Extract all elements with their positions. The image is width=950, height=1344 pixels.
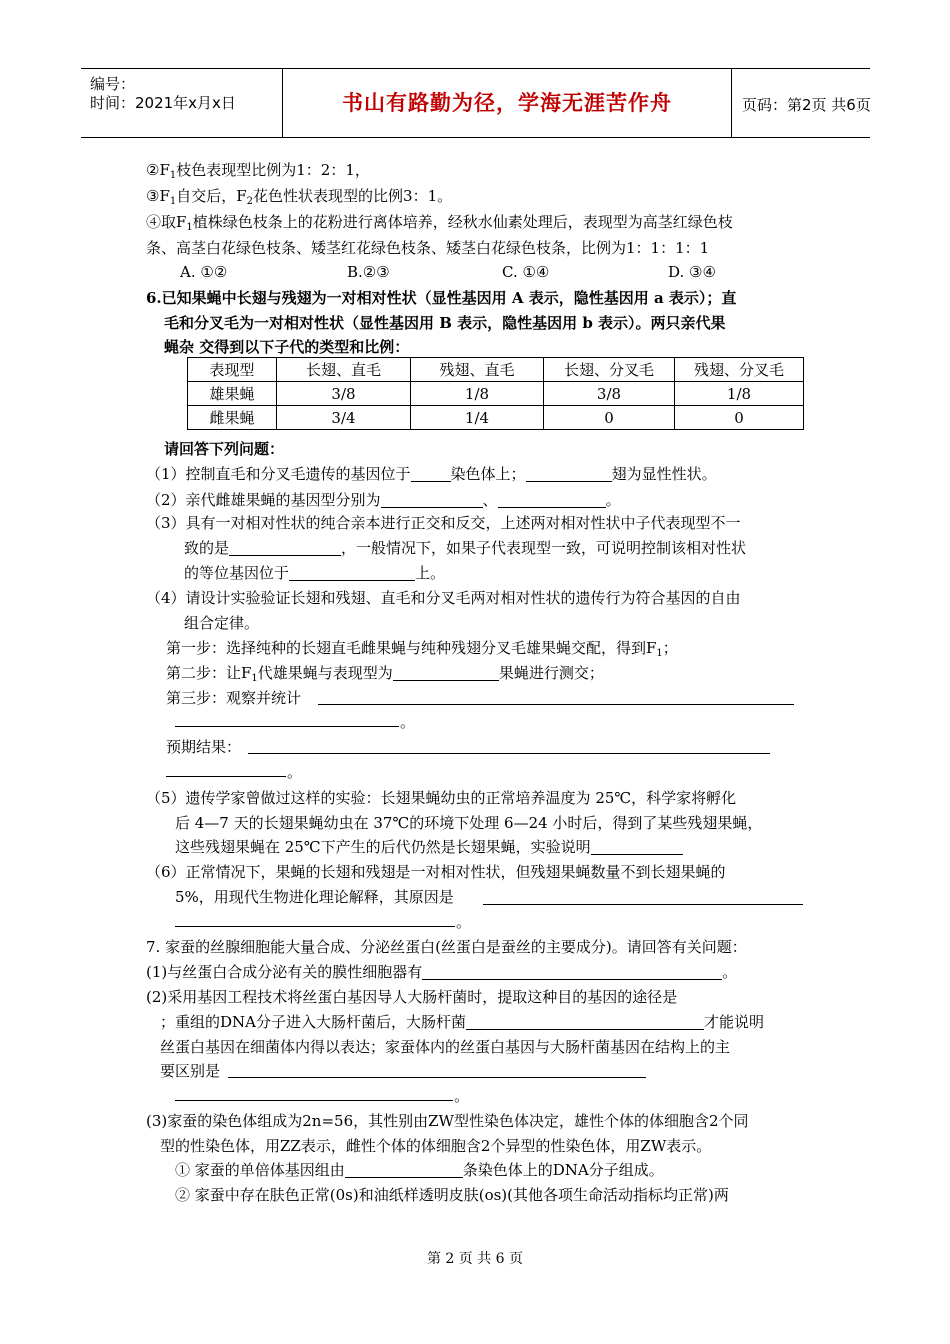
- table-header-row: [188, 358, 804, 382]
- q6-stem-1: 6.已知果蝇中长翅与残翅为一对相对性状（显性基因用 A 表示，隐性基因用 a 表示）；直: [146, 289, 737, 307]
- table-row: [188, 382, 804, 406]
- expected-result-label: 预期结果：: [166, 738, 242, 756]
- option-b: B.②③: [347, 263, 390, 281]
- q6-part-3-l3: 的等位基因位于 上。: [184, 564, 446, 582]
- step-2: 第二步：让$F_1$代雄果蝇与表现型为 果蝇进行测交；: [166, 664, 604, 684]
- q6-part-3-l2: 致的是 ，一般情况下，如果子代表现型一致，可说明控制该相对性状: [184, 539, 747, 557]
- q6-part-5-l1: （5）遗传学家曾做过这样的实验：长翅果蝇幼虫的正常培养温度为 25℃，科学家将孵化: [146, 789, 737, 807]
- q7-part-2-l2: ；重组的DNA分子进入大肠杆菌后，大肠杆菌 才能说明: [160, 1013, 765, 1031]
- step-1: 第一步：选择纯种的长翅直毛雌果蝇与纯种残翅分叉毛雄果蝇交配，得到$F_1$；: [166, 639, 678, 659]
- q7-stem: 7. 家蚕的丝腺细胞能大量合成、分泌丝蛋白(丝蛋白是蚕丝的主要成分)。请回答有关问题：: [146, 938, 747, 956]
- header-page-cell: [732, 69, 870, 137]
- q7-part-3-s1: ① 家蚕的单倍体基因组由 条染色体上的DNA分子组成。: [175, 1161, 664, 1179]
- table-cell: 1/8: [675, 382, 804, 406]
- answer-blank[interactable]: [422, 964, 722, 980]
- statement-2: $②F_1$枝色表现型比例为1：2：1，: [146, 161, 370, 181]
- table-header-cell: 长翅、直毛: [277, 358, 411, 382]
- answer-blank[interactable]: [289, 565, 415, 581]
- doc-number-label: 编号：: [90, 75, 136, 93]
- q7-part-2-l4: 要区别是: [160, 1062, 221, 1080]
- q6-part-3-l1: （3）具有一对相对性状的纯合亲本进行正交和反交，上述两对相对性状中子代表现型不一: [146, 514, 741, 532]
- header-motto-cell: [283, 69, 732, 137]
- statement-4: ④取$F_1$植株绿色枝条上的花粉进行离体培养，经秋水仙素处理后，表现型为高茎红绿色枝: [146, 213, 733, 233]
- option-c: C. ①④: [502, 263, 550, 281]
- table-cell: 0: [544, 406, 675, 430]
- q6-part-5-l2: 后 4—7 天的长翅果蝇幼虫在 37℃的环境下处理 6—24 小时后，得到了某些残翅果蝇，: [175, 814, 763, 832]
- answer-line[interactable]: [483, 904, 803, 905]
- answer-blank[interactable]: [345, 1162, 463, 1178]
- table-cell: 1/8: [411, 382, 544, 406]
- table-cell: 雄果蝇: [188, 382, 277, 406]
- q6-prompt: 请回答下列问题：: [164, 440, 285, 458]
- table-cell: 3/8: [277, 382, 411, 406]
- q6-stem-3: 蝇杂 交得到以下子代的类型和比例：: [164, 338, 410, 356]
- answer-blank[interactable]: [591, 839, 683, 855]
- q7-part-3-l1: (3)家蚕的染色体组成为2n=56，其性别由ZW型性染色体决定，雄性个体的体细胞含2个同: [146, 1112, 749, 1130]
- q6-part-2: （2）亲代雌雄果蝇的基因型分别为 、 。: [146, 491, 621, 509]
- period: 。: [454, 1087, 470, 1105]
- option-a: A. ①②: [180, 263, 228, 281]
- q6-part-4-l1: （4）请设计实验验证长翅和残翅、直毛和分叉毛两对相对性状的遗传行为符合基因的自由: [146, 589, 741, 607]
- q7-part-3-l2: 型的性染色体，用ZZ表示，雌性个体的体细胞含2个异型的性染色体，用ZW表示。: [160, 1137, 712, 1155]
- page-footer: 第 2 页 共 6 页: [426, 1251, 524, 1267]
- answer-blank[interactable]: [381, 492, 483, 508]
- q6-part-5-l3: 这些残翅果蝇在 25℃下产生的后代仍然是长翅果蝇，实验说明: [175, 837, 683, 857]
- option-d: D. ③④: [668, 263, 716, 281]
- answer-blank[interactable]: [498, 492, 606, 508]
- offspring-ratio-table: [187, 357, 804, 430]
- date-line: 时间：2021年x月x日: [90, 94, 236, 112]
- page-header: [81, 68, 870, 138]
- q7-part-3-s2: ② 家蚕中存在肤色正常(0s)和油纸样透明皮肤(os)(其他各项生命活动指标均正常)两: [175, 1186, 729, 1204]
- answer-blank[interactable]: [466, 1014, 704, 1030]
- table-header-cell: 表现型: [188, 358, 277, 382]
- table-header-cell: 残翅、分叉毛: [675, 358, 804, 382]
- q6-part-6-l1: （6）正常情况下，果蝇的长翅和残翅是一对相对性状，但残翅果蝇数量不到长翅果蝇的: [146, 863, 726, 881]
- q6-part-6-l2: 5%，用现代生物进化理论解释，其原因是: [175, 888, 454, 906]
- period: 。: [287, 763, 303, 781]
- table-cell: 1/4: [411, 406, 544, 430]
- table-header-cell: 残翅、直毛: [411, 358, 544, 382]
- q6-part-4-l2: 组合定律。: [184, 614, 260, 632]
- answer-blank[interactable]: [229, 540, 341, 556]
- header-meta-cell: [81, 69, 283, 137]
- q7-part-2-l3: 丝蛋白基因在细菌体内得以表达；家蚕体内的丝蛋白基因与大肠杆菌基因在结构上的主: [160, 1038, 731, 1056]
- q7-part-1: (1)与丝蛋白合成分泌有关的膜性细胞器有 。: [146, 963, 738, 981]
- answer-line[interactable]: [175, 1100, 453, 1101]
- answer-blank[interactable]: [526, 466, 612, 482]
- table-cell: 3/8: [544, 382, 675, 406]
- header-motto: 书山有路勤为径，学海无涯苦作舟: [342, 91, 672, 115]
- answer-line[interactable]: [318, 704, 794, 705]
- table-cell: 3/4: [277, 406, 411, 430]
- period: 。: [456, 913, 472, 931]
- q6-stem-2: 毛和分叉毛为一对相对性状（显性基因用 B 表示，隐性基因用 b 表示）。两只亲代果: [164, 314, 726, 332]
- q7-part-2-l1: (2)采用基因工程技术将丝蛋白基因导人大肠杆菌时，提取这种目的基因的途径是: [146, 988, 678, 1006]
- table-row: [188, 406, 804, 430]
- q6-part-1: （1）控制直毛和分叉毛遗传的基因位于 染色体上； 翅为显性性状。: [146, 465, 717, 483]
- answer-blank[interactable]: [411, 466, 451, 482]
- statement-3: $③F_1$自交后，$F_2$花色性状表现型的比例3：1。: [146, 187, 453, 207]
- table-cell: 雌果蝇: [188, 406, 277, 430]
- header-page-info: 页码：第2页 共6页: [742, 96, 871, 114]
- statement-4-cont: 条、高茎白花绿色枝条、矮茎红花绿色枝条、矮茎白花绿色枝条，比例为1：1：1：1: [146, 239, 710, 257]
- period: 。: [400, 713, 416, 731]
- step-3: 第三步：观察并统计: [166, 689, 302, 707]
- table-cell: 0: [675, 406, 804, 430]
- table-header-cell: 长翅、分叉毛: [544, 358, 675, 382]
- answer-line[interactable]: [175, 726, 399, 727]
- answer-line[interactable]: [166, 776, 286, 777]
- answer-line[interactable]: [248, 753, 770, 754]
- answer-line[interactable]: [228, 1077, 646, 1078]
- answer-blank[interactable]: [393, 665, 499, 681]
- answer-line[interactable]: [175, 926, 455, 927]
